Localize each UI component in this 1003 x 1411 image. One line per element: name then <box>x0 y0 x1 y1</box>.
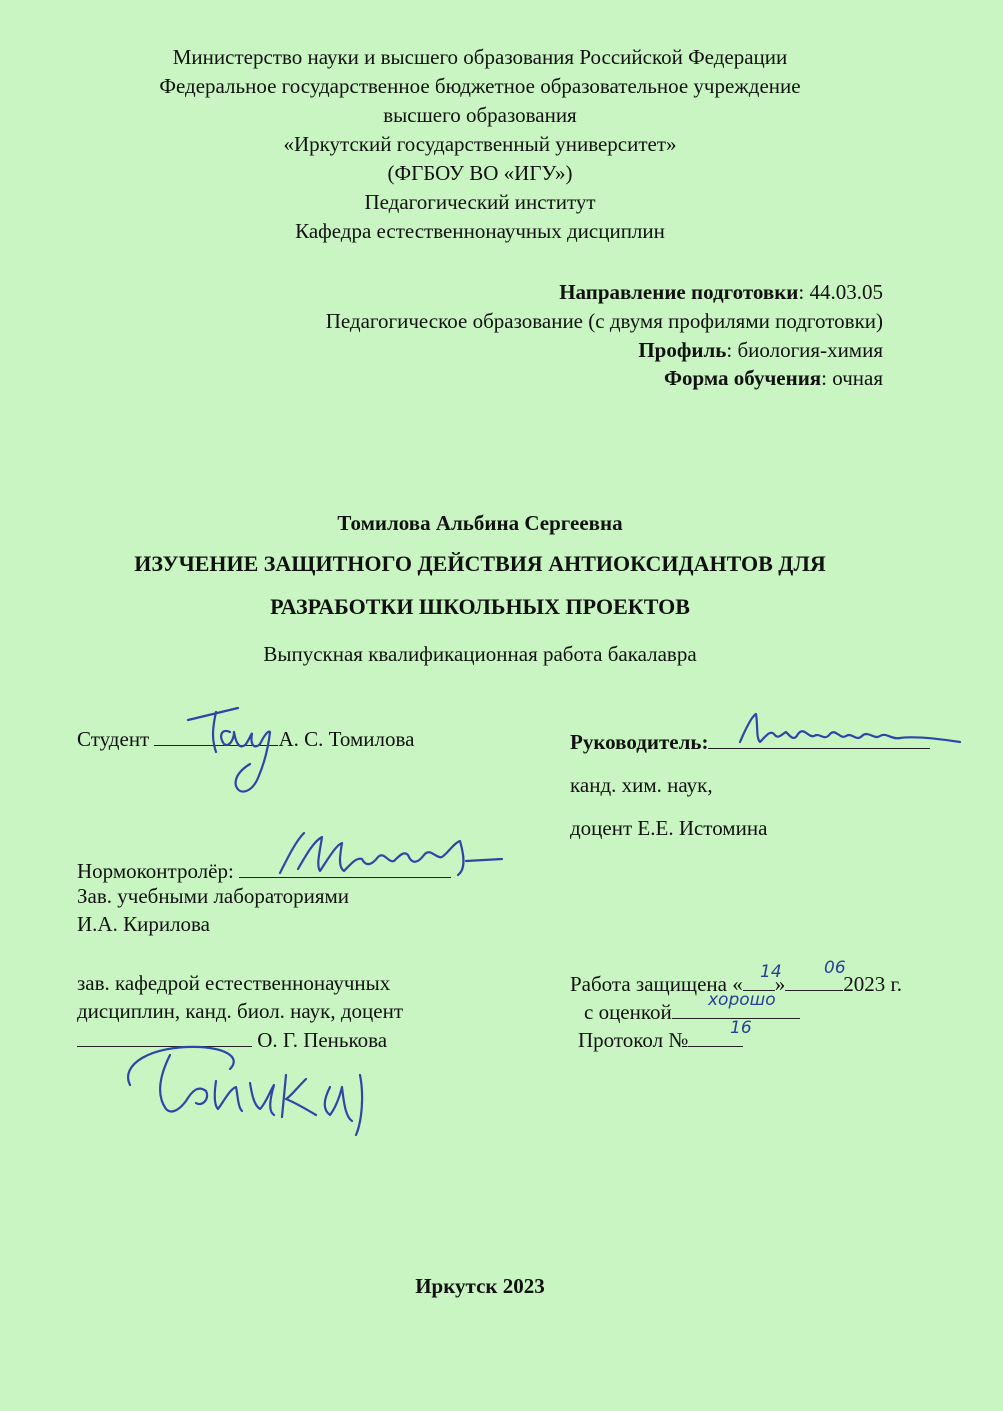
direction-line <box>559 279 883 305</box>
work-type: Выпускная квалификационная работа бакалавра <box>263 642 697 666</box>
head-signature <box>110 1025 400 1125</box>
student-name: А. С. Томилова <box>278 727 415 751</box>
defense-month: 06 <box>824 958 846 978</box>
direction-name: Педагогическое образование (с двумя профилями подготовки) <box>325 309 883 333</box>
head-name: О. Г. Пенькова <box>252 1028 388 1052</box>
education-level-line: высшего образования <box>383 103 577 127</box>
university-abbr: (ФГБОУ ВО «ИГУ») <box>387 161 573 185</box>
head-position-line2: дисциплин, канд. биол. наук, доцент <box>77 999 404 1023</box>
study-form-label: Форма обучения <box>663 366 822 390</box>
protocol-number: 16 <box>730 1018 752 1038</box>
protocol-label: Протокол № <box>578 1028 689 1052</box>
direction-value: : 44.03.05 <box>798 280 883 304</box>
city-year: Иркутск 2023 <box>415 1274 545 1298</box>
study-form-line <box>664 365 883 391</box>
student-signature <box>178 700 308 800</box>
study-form-value: : очная <box>821 366 883 390</box>
grade-value: хорошо <box>708 990 776 1010</box>
normcontrol-position: Зав. учебными лабораториями <box>77 884 350 908</box>
ministry-line: Министерство науки и высшего образования Российской Федерации <box>172 45 788 69</box>
thesis-title-line2: РАЗРАБОТКИ ШКОЛЬНЫХ ПРОЕКТОВ <box>270 594 690 619</box>
direction-label: Направление подготовки <box>559 280 799 304</box>
profile-line <box>638 337 883 363</box>
institute-name: Педагогический институт <box>364 190 596 214</box>
protocol-line <box>578 1026 743 1053</box>
supervisor-degree: канд. хим. наук, <box>570 773 713 797</box>
defense-quote-close: » <box>774 972 786 996</box>
profile-label: Профиль <box>638 338 727 362</box>
department-name: Кафедра естественнонаучных дисциплин <box>295 219 665 243</box>
normcontrol-label: Нормоконтролёр: <box>77 859 240 883</box>
supervisor-name: доцент Е.Е. Истомина <box>570 816 768 840</box>
university-name: «Иркутский государственный университет» <box>283 132 677 156</box>
defense-label: Работа защищена « <box>570 972 743 996</box>
institution-type-line: Федеральное государственное бюджетное образовательное учреждение <box>159 74 801 98</box>
supervisor-label: Руководитель: <box>570 730 709 754</box>
student-label: Студент <box>77 727 155 751</box>
defense-day: 14 <box>760 962 782 982</box>
profile-value: : биология-химия <box>726 338 883 362</box>
grade-label: с оценкой <box>584 1000 672 1024</box>
normcontrol-name: И.А. Кирилова <box>77 912 211 936</box>
author-name: Томилова Альбина Сергеевна <box>337 511 623 535</box>
head-position-line1: зав. кафедрой естественнонаучных <box>77 971 391 995</box>
supervisor-signature <box>734 708 964 758</box>
defense-year: 2023 г. <box>843 972 902 996</box>
normcontrol-signature <box>270 825 510 885</box>
thesis-title-line1: ИЗУЧЕНИЕ ЗАЩИТНОГО ДЕЙСТВИЯ АНТИОКСИДАНТОВ ДЛЯ <box>134 551 826 576</box>
